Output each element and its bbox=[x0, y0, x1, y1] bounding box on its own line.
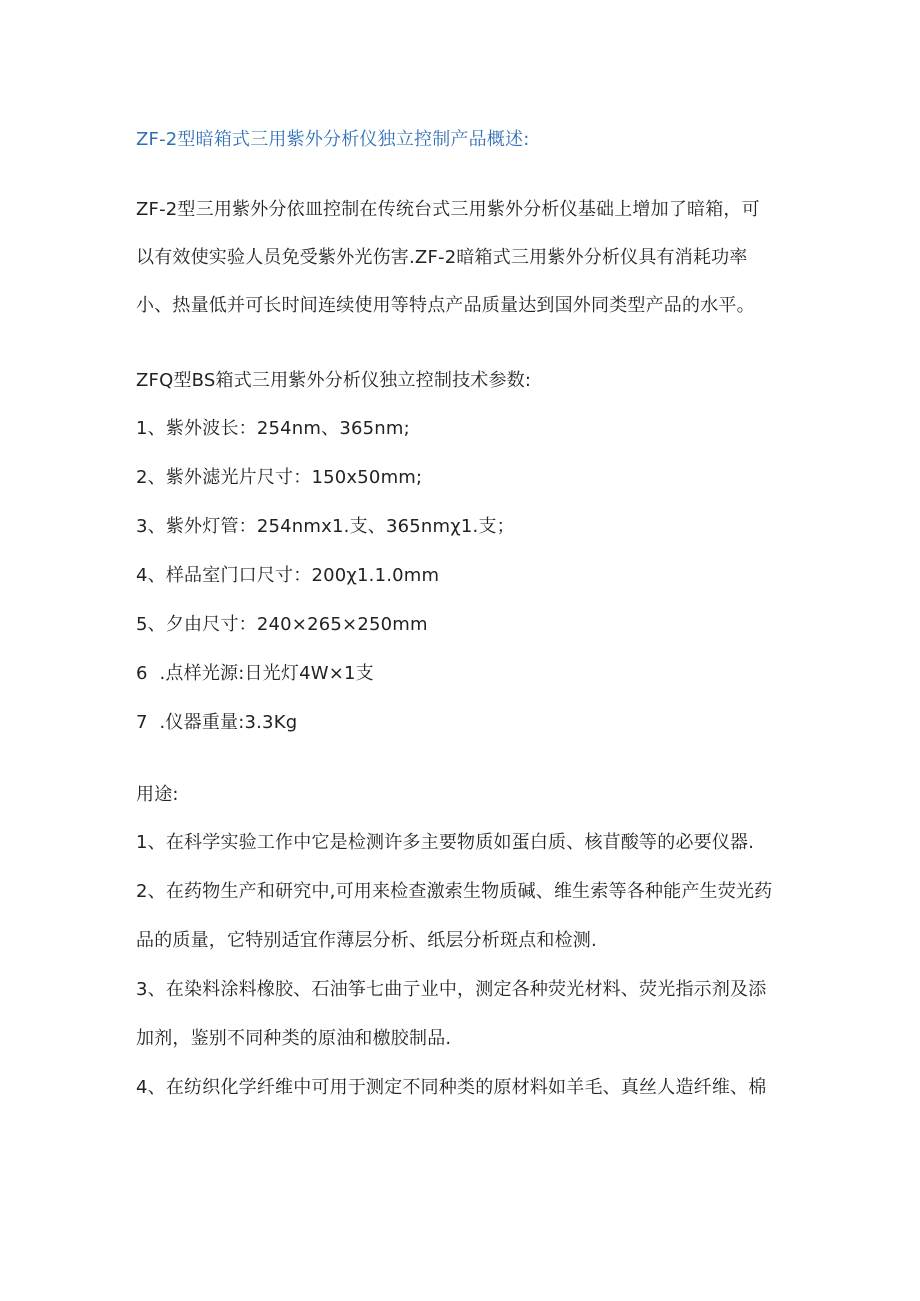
usage-line-6: 4、在纺织化学纤维中可用于测定不同种类的原材料如羊毛、真丝人造纤维、棉 bbox=[136, 1077, 767, 1098]
spec-item-2: 2、紫外滤光片尺寸：150x50mm; bbox=[136, 467, 423, 488]
usage-title: 用途: bbox=[136, 784, 179, 805]
spec-item-3: 3、紫外灯管：254nmx1.支、365nmχ1.支； bbox=[136, 516, 515, 537]
spec-item-4: 4、样品室门口尺寸：200χ1.1.0mm bbox=[136, 565, 440, 586]
page-title: ZF-2型暗箱式三用紫外分析仪独立控制产品概述: bbox=[136, 129, 530, 150]
intro-line-1: ZF-2型三用紫外分依皿控制在传统台式三用紫外分析仪基础上增加了暗箱，可 bbox=[136, 199, 760, 220]
spec-title: ZFQ型BS箱式三用紫外分析仪独立控制技术参数: bbox=[136, 370, 532, 391]
spec-item-7: 7 .仪器重量:3.3Kg bbox=[136, 712, 298, 733]
usage-line-1: 1、在科学实验工作中它是检测许多主要物质如蛋白质、核苜酸等的必要仪器. bbox=[136, 832, 755, 853]
usage-line-3: 品的质量，它特别适宜作薄层分析、纸层分析斑点和检测. bbox=[136, 930, 597, 951]
intro-line-2: 以有效使实验人员免受紫外光伤害.ZF-2暗箱式三用紫外分析仪具有消耗功率 bbox=[136, 247, 748, 268]
usage-line-4: 3、在染料涂料橡胶、石油筝七曲亍业中，测定各种荧光材料、荧光指示剂及添 bbox=[136, 979, 767, 1000]
usage-line-2: 2、在药物生产和研究中,可用来检查激索生物质碱、维生索等各种能产生荧光药 bbox=[136, 881, 773, 902]
spec-item-6: 6 .点样光源:日光灯4W×1支 bbox=[136, 663, 374, 684]
spec-item-1: 1、紫外波长：254nm、365nm; bbox=[136, 418, 410, 439]
spec-item-5: 5、夕由尺寸：240×265×250mm bbox=[136, 614, 428, 635]
usage-line-5: 加剂，鉴别不同种类的原油和檄胶制品. bbox=[136, 1028, 452, 1049]
intro-line-3: 小、热量低并可长时间连续使用等特点产品质量达到国外同类型产品的水平。 bbox=[136, 295, 755, 316]
